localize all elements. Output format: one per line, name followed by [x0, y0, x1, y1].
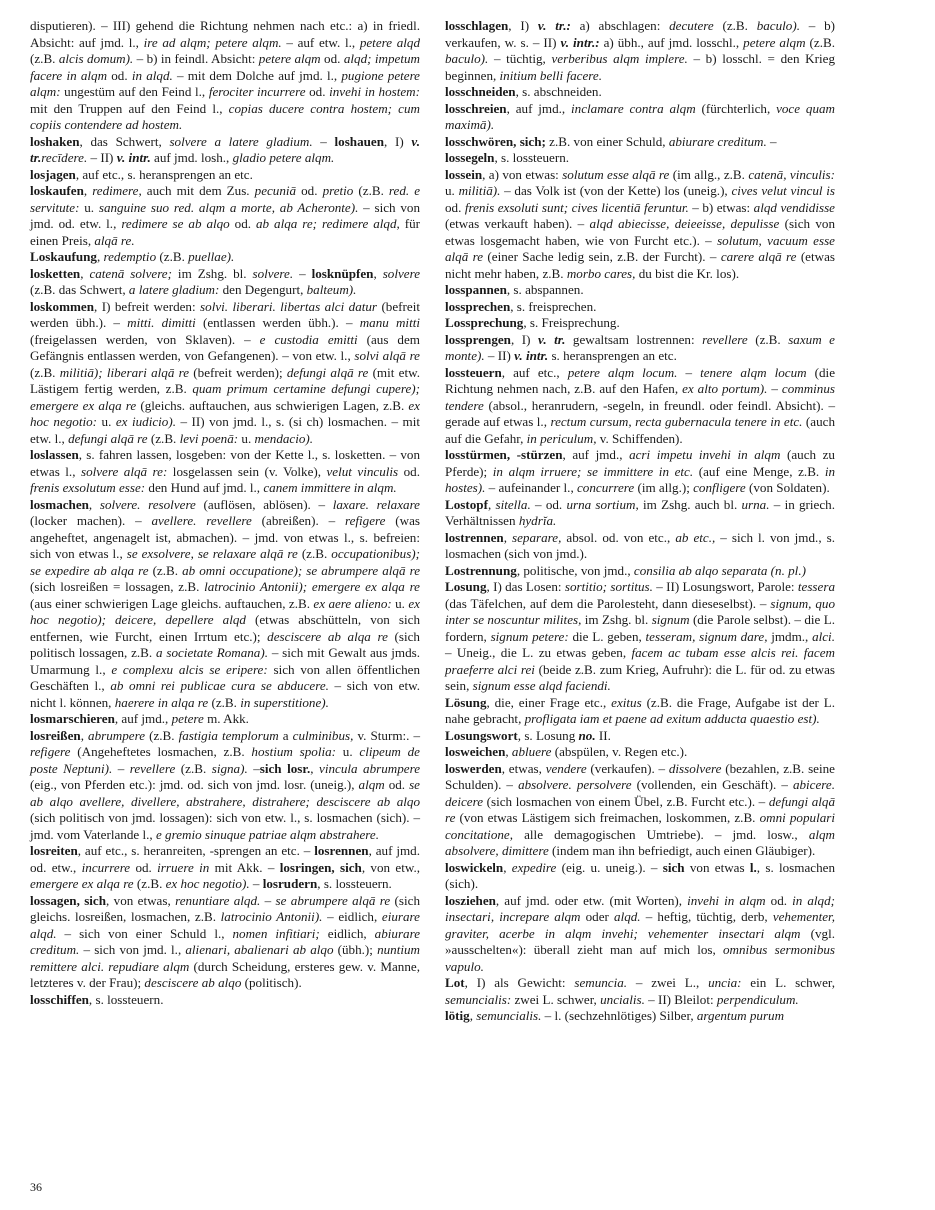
- dictionary-entry: losreiten, auf etc., s. heranreiten, -sprengen an etc. – losrennen, auf jmd. od. etw., incurrere od. irruere in mit Akk. – losringen, sich, von etw., emergere ex alqa re (z.B. ex hoc negotio). – losrudern, s. lossteuern.: [30, 843, 421, 891]
- right-column: [445, 18, 835, 1025]
- dictionary-entry: lossegeln, s. lossteuern.: [445, 150, 570, 165]
- page-number: 36: [30, 1180, 42, 1194]
- dictionary-entry: Loskaufung, redemptio (z.B. puellae).: [30, 249, 235, 264]
- dictionary-entry: loswerden, etwas, vendere (verkaufen). – dissolvere (bezahlen, z.B. seine Schulden). – absolvere. persolvere (vollenden, ein Geschäft). – abicere. deicere (sich losmachen von einem Übel, z.B. Furcht etc.). – defungi alqā re (von etwas Lästigem sich freimachen, loskommen, z.B. omni populari concitatione, alle demagogischen Umtriebe). – jmd. losw., alqm absolvere, dimittere (indem man ihn befriedigt, auch einen Gläubiger).: [445, 760, 835, 858]
- dictionary-entry: Lostopf, sitella. – od. urna sortium, im Zshg. auch bl. urna. – in griech. Verhältnissen hydrĭa.: [445, 496, 835, 528]
- dictionary-entry: lossagen, sich, von etwas, renuntiare alqd. – se abrumpere alqā re (sich gleichs. losreißen, losmachen, z.B. latrocinio Antonii). – eidlich, eiurare alqd. – sich von einer Schuld l., nomen infitiari; eidlich, abiurare creditum. – sich von jmd. l., alienari, abalienari ab alqo (übh.); nuntium remittere alci. repudiare alqm (durch Scheidung, ersteres gew. v. Manne, letzteres v. der Frau); desciscere ab alqo (politisch).: [30, 892, 421, 990]
- dictionary-entry: losjagen, auf etc., s. heransprengen an etc.: [30, 166, 253, 182]
- dictionary-entry: losschneiden, s. abschneiden.: [445, 84, 602, 99]
- dictionary-entry: Losung, I) das Losen: sortitio; sortitus. – II) Losungswort, Parole: tessera (das Täfelchen, auf dem die Parolesteht, dann dieseselbst). – signum, quo inter se noscuntur milites, im Zshg. bl. signum (die Parole selbst). – die L. fordern, signum petere: die L. geben, tesseram, signum dare, jmdm., alci. – Uneig., die L. zu etwas geben, facem ac tubam esse alcis rei. facem praeferre alci rei (beide z.B. zum Krieg, Aufruhr): die L. für od. zu etwas sein, signum esse alqd faciendi.: [445, 579, 836, 693]
- dictionary-entry: lossprengen, I) v. tr. gewaltsam lostrennen: revellere (z.B. saxum e monte). – II) v. intr. s. heransprengen an etc.: [445, 331, 835, 363]
- dictionary-entry: losschreien, auf jmd., inclamare contra alqm (fürchterlich, voce quam maximā).: [445, 100, 835, 132]
- dictionary-entry: losschwören, sich; z.B. von einer Schuld, abiurare creditum. –: [445, 133, 777, 149]
- dictionary-entry: losmarschieren, auf jmd., petere m. Akk.: [30, 711, 249, 726]
- dictionary-entry: loshaken, das Schwert, solvere a latere gladium. – loshauen, I) v. tr.recīdere. – II) v. intr. auf jmd. losh., gladio petere alqm.: [30, 133, 420, 165]
- dictionary-entry: loslassen, s. fahren lassen, losgeben: von der Kette l., s. losketten. – von etwas l., solvere alqā re: losgelassen sein (v. Volke), velut vinculis od. frenis exsolutum esse: den Hund auf jmd. l., canem immittere in alqm.: [30, 447, 421, 495]
- dictionary-entry: disputieren). – III) gehend die Richtung nehmen nach etc.: a) in friedl. Absicht: auf jmd. l., ire ad alqm; petere alqm. – auf etw. l., petere alqd (z.B. alcis domum). – b) in feindl. Absicht: petere alqm od. alqd; impetum facere in alqm od. in alqd. – mit dem Dolche auf jmd. l., pugione petere alqm: ungestüm auf den Feind l., ferociter incurrere od. invehi in hostem: mit den Truppen auf den Feind l., copias ducere contra hostem; cum copiis contendere ad hostem.: [30, 18, 421, 132]
- left-column: [30, 18, 420, 1008]
- dictionary-entry: lossteuern, auf etc., petere alqm locum. – tenere alqm locum (die Richtung nehmen nach, z.B. auf den Hafen, ex alto portum). – comminus tendere (absol., heranrudern, -segeln, in freundl. oder feindl. Absicht). – gerade auf etwas l., rectum cursum, recta gubernacula tenere in etc. (auch auf die Gefahr, in periculum, v. Schiffenden).: [445, 364, 836, 446]
- dictionary-entry: lötig, semuncialis. – l. (sechzehnlötiges) Silber, argentum purum: [445, 1008, 785, 1023]
- dictionary-entry: lossprechen, s. freisprechen.: [445, 298, 597, 314]
- dictionary-entry: losschlagen, I) v. tr.: a) abschlagen: decutere (z.B. baculo). – b) verkaufen, w. s. – II) v. intr.: a) übh., auf jmd. losschl., petere alqm (z.B. baculo). – tüchtig, verberibus alqm implere. – b) losschl. = den Krieg beginnen, initium belli facere.: [445, 18, 836, 83]
- dictionary-entry: Losungswort, s. Losung no. II.: [445, 727, 611, 743]
- dictionary-entry: losketten, catenā solvere; im Zshg. bl. solvere. – losknüpfen, solvere (z.B. das Schwert, a latere gladium: den Degengurt, balteum).: [30, 265, 421, 297]
- dictionary-entry: Lossprechung, s. Freisprechung.: [445, 315, 620, 330]
- dictionary-entry: Lostrennung, politische, von jmd., consilia ab alqo separata (n. pl.): [445, 562, 806, 578]
- dictionary-entry: Lot, I) als Gewicht: semuncia. – zwei L., uncia: ein L. schwer, semuncialis: zwei L. schwer, uncialis. – II) Bleilot: perpendiculum.: [445, 975, 835, 1007]
- dictionary-entry: Lösung, die, einer Frage etc., exitus (z.B. die Frage, Aufgabe ist der L. nahe gebracht, profligata iam et paene ad exitum adducta quaestio est).: [445, 694, 835, 726]
- dictionary-entry: losziehen, auf jmd. oder etw. (mit Worten), invehi in alqm od. in alqd; insectari, increpare alqm oder alqd. – heftig, tüchtig, derb, vehementer, graviter, acerbe in alqm invehi; vehementer insectari alqm (vgl. »ausschelten«): überall zieht man auf mich los, omnibus sermonibus vapulo.: [445, 892, 836, 974]
- dictionary-entry: losspannen, s. abspannen.: [445, 282, 584, 297]
- dictionary-entry: loskommen, I) befreit werden: solvi. liberari. libertas alci datur (befreit werden übh.). – mitti. dimitti (entlassen werden übh.). – manu mitti (freigelassen werden, von Sklaven). – e custodia emitti (aus dem Gefängnis entlassen werden, von Gefangenen). – von etw. l., solvi alqā re (z.B. militiā); liberari alqā re (befreit werden); defungi alqā re (mit etw. Lästigem fertig werden, z.B. quam primum certamine defungi cupere); emergere ex alqa re (gleichs. auftauchen, aus schwierigen Lagen, z.B. ex hoc negotio: u. ex iudicio). – II) von jmd. l., s. (si ch) losmachen. – mit etw. l., defungi alqā re (z.B. levi poenā: u. mendacio).: [30, 298, 420, 446]
- dictionary-entry: loskaufen, redimere, auch mit dem Zus. pecuniā od. pretio (z.B. red. e servitute: u. sanguine suo red. alqm a morte, ab Acheronte). – sich von jmd. od. etw. l., redimere se ab alqo od. ab alqa re; redimere alqd, für einen Preis, alqā re.: [30, 183, 421, 248]
- dictionary-entry: losschiffen, s. lossteuern.: [30, 991, 164, 1007]
- dictionary-entry: losstürmen, -stürzen, auf jmd., acri impetu invehi in alqm (auch zu Pferde); in alqm irruere; se immittere in etc. (auf eine Menge, z.B. in hostes). – aufeinander l., concurrere (im allg.); confligere (von Soldaten).: [445, 447, 836, 495]
- dictionary-entry: loswickeln, expedire (eig. u. uneig.). – sich von etwas l., s. losmachen (sich).: [445, 859, 835, 891]
- dictionary-entry: lossein, a) von etwas: solutum esse alqā re (im allg., z.B. catenā, vinculis: u. militiā). – das Volk ist (von der Kette) los (uneig.), cives velut vincul is od. frenis exsoluti sunt; cives licentiā feruntur. – b) etwas: alqd vendidisse (etwas verkauft haben). – alqd abiecisse, deieeisse, depulisse (sich von etwas losgemacht haben, wie von Furcht etc.). – solutum, vacuum esse alqā re (einer Sache ledig sein, z.B. der Furcht). – carere alqā re (etwas nicht mehr haben, z.B. morbo cares, du bist die Kr. los).: [445, 166, 836, 281]
- dictionary-entry: losmachen, solvere. resolvere (auflösen, ablösen). – laxare. relaxare (locker machen). – avellere. revellere (abreißen). – refigere (was angeheftet, angenagelt ist, abmachen). – jmd. von etwas l., s. befreien: sich von etwas l., se exsolvere, se relaxare alqā re (z.B. occupationibus); se expedire ab alqa re (z.B. ab omni occupatione); se abrumpere alqā re (sich losreißen = lossagen, z.B. latrocinio Antonii); emergere ex alqa re (aus einer schwierigen Lage gleichs. auftauchen, z.B. ex aere alieno: u. ex hoc negotio); deicere, depellere alqd (etwas abschütteln, von sich entfernen, wie Furcht, einen Irrtum etc.); desciscere ab alqa re (sich politisch lossagen, z.B. a societate Romana). – sich mit Gewalt aus jmds. Umarmung l., e complexu alcis se eripere: sich von allen öffentlichen Geschäften l., ab omni rei publicae cura se abducere. – sich von etw. nicht l. können, haerere in alqa re (z.B. in superstitione).: [30, 496, 421, 710]
- dictionary-entry: lostrennen, separare, absol. od. von etc., ab etc., – sich l. von jmd., s. losmachen (sich von jmd.).: [445, 529, 835, 561]
- dictionary-entry: losreißen, abrumpere (z.B. fastigia templorum a culminibus, v. Sturm:. – refigere (Angeheftetes losmachen, z.B. hostium spolia: u. clipeum de poste Neptuni). – revellere (z.B. signa). –sich losr., vincula abrumpere (eig., von Pferden etc.): jmd. od. sich von jmd. losr. (uneig.), alqm od. se ab alqo avellere, divellere, abstrahere, distrahere; desciscere ab alqo (sich politisch von jmd. lossagen): sich von etw. l., s. losmachen (sich). – jmd. vom Vaterlande l., e gremio sinuque patriae alqm abstrahere.: [30, 727, 421, 842]
- dictionary-entry: losweichen, abluere (abspülen, v. Regen etc.).: [445, 744, 688, 759]
